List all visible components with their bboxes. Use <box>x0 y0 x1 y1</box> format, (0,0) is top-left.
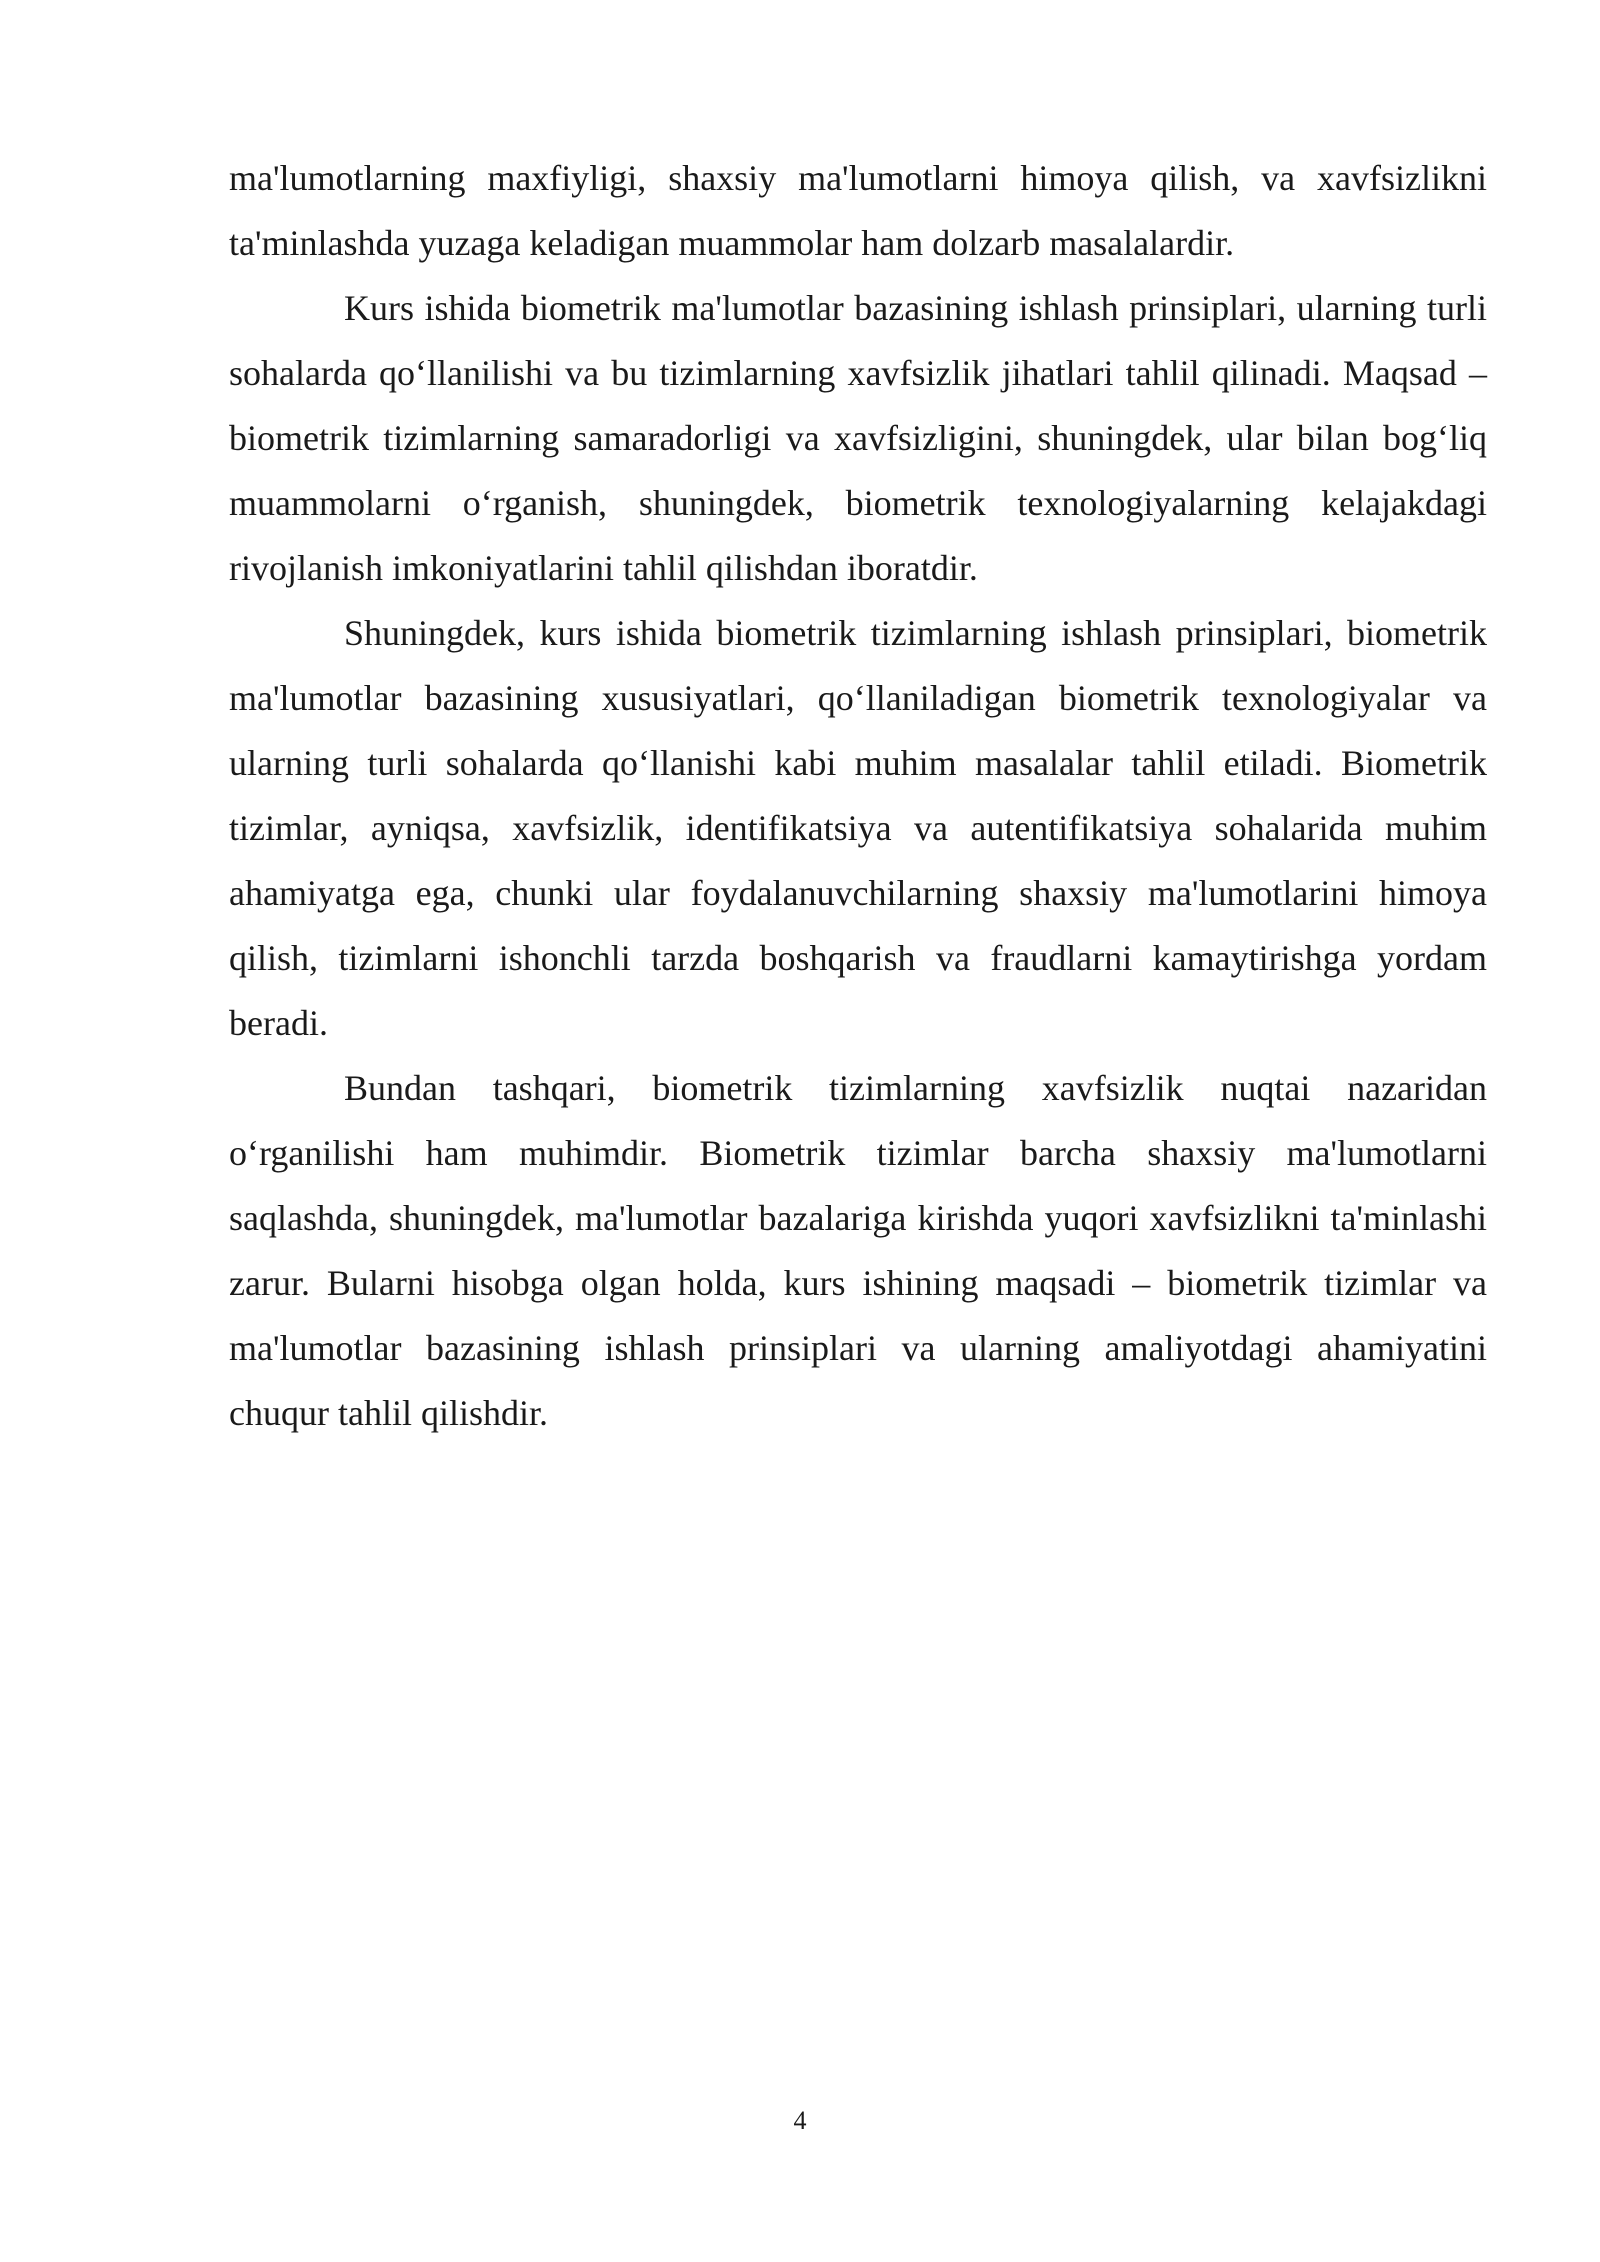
paragraph-purpose: Kurs ishida biometrik ma'lumotlar bazasining ishlash prinsiplari, ularning turli sohalarda qo‘llanilishi va bu tizimlarning xavfsizlik jihatlari tahlil qilinadi. Maqsad – biometrik tizimlarning samaradorligi va xavfsizligini, shuningdek, ular bilan bog‘liq muammolarni o‘rganish, shuningdek, biometrik texnologiyalarning kelajakdagi rivojlanish imkoniyatlarini tahlil qilishdan iboratdir. <box>229 288 1487 588</box>
paragraph-continuation: ma'lumotlarning maxfiyligi, shaxsiy ma'lumotlarni himoya qilish, va xavfsizlikni ta'minlashda yuzaga keladigan muammolar ham dolzarb masalalardir. <box>229 158 1487 263</box>
paragraph-security: Bundan tashqari, biometrik tizimlarning xavfsizlik nuqtai nazaridan o‘rganilishi ham muhimdir. Biometrik tizimlar barcha shaxsiy ma'lumotlarni saqlashda, shuningdek, ma'lumotlar bazalariga kirishda yuqori xavfsizlikni ta'minlashi zarur. Bularni hisobga olgan holda, kurs ishining maqsadi – biometrik tizimlar va ma'lumotlar bazasining ishlash prinsiplari va ularning amaliyotdagi ahamiyatini chuqur tahlil qilishdir. <box>229 1068 1487 1433</box>
page-number: 4 <box>793 2106 807 2135</box>
body-text <box>229 146 1487 1446</box>
paragraph-principles: Shuningdek, kurs ishida biometrik tizimlarning ishlash prinsiplari, biometrik ma'lumotlar bazasining xususiyatlari, qo‘llaniladigan biometrik texnologiyalar va ularning turli sohalarda qo‘llanishi kabi muhim masalalar tahlil etiladi. Biometrik tizimlar, ayniqsa, xavfsizlik, identifikatsiya va autentifikatsiya sohalarida muhim ahamiyatga ega, chunki ular foydalanuvchilarning shaxsiy ma'lumotlarini himoya qilish, tizimlarni ishonchli tarzda boshqarish va fraudlarni kamaytirishga yordam beradi. <box>229 613 1487 1043</box>
